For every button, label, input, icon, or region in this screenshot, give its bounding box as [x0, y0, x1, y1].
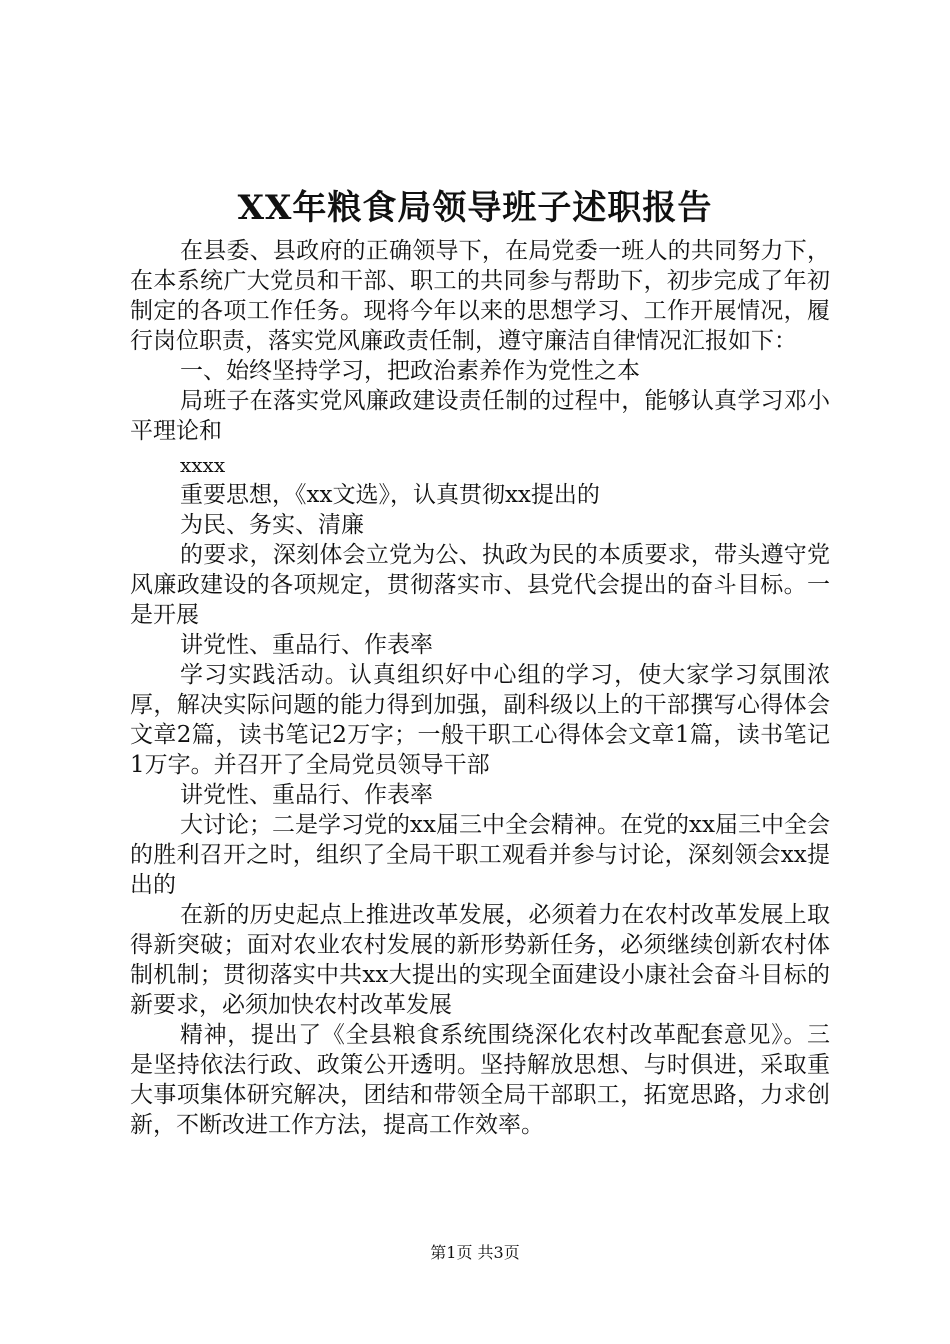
- paragraph-slogan-2: 讲党性、重品行、作表率: [180, 632, 433, 658]
- paragraph-spirit: 精神，提出了《全县粮食系统围绕深化农村改革配套意见》。三是坚持依法行政、政策公开透明。坚持解放思想、与时俱进，采取重大事项集体研究解决，团结和带领全局干部职工，拓宽思路，力求创新，不断改进工作方法，提高工作效率。: [130, 1022, 830, 1138]
- paragraph-reform: 在新的历史起点上推进改革发展，必须着力在农村改革发展上取得新突破；面对农业农村发展的新形势新任务，必须继续创新农村体制机制；贯彻落实中共xx大提出的实现全面建设小康社会奋斗目标的新要求，必须加快农村改革发展: [130, 902, 830, 1018]
- section-heading-1: 一、始终坚持学习，把政治素养作为党性之本: [180, 358, 640, 384]
- paragraph-intro: 在县委、县政府的正确领导下，在局党委一班人的共同努力下，在本系统广大党员和干部、职工的共同参与帮助下，初步完成了年初制定的各项工作任务。现将今年以来的思想学习、工作开展情况，履行岗位职责，落实党风廉政责任制，遵守廉洁自律情况汇报如下：: [130, 238, 830, 354]
- paragraph-practice: 学习实践活动。认真组织好中心组的学习，使大家学习氛围浓厚，解决实际问题的能力得到加强，副科级以上的干部撰写心得体会文章2篇，读书笔记2万字；一般干职工心得体会文章1篇，读书笔记1万字。并召开了全局党员领导干部: [130, 662, 830, 778]
- paragraph-slogan-3: 讲党性、重品行、作表率: [180, 782, 433, 808]
- paragraph-fragment-xxxx: xxxx: [180, 453, 226, 477]
- paragraph-slogan-1: 为民、务实、清廉: [180, 512, 364, 538]
- paragraph-important-thought: 重要思想，《xx文选》，认真贯彻xx提出的: [180, 482, 600, 508]
- page-number-footer: 第1页 共3页: [430, 1243, 520, 1262]
- paragraph-requirements: 的要求，深刻体会立党为公、执政为民的本质要求，带头遵守党风廉政建设的各项规定，贯彻落实市、县党代会提出的奋斗目标。一是开展: [130, 542, 830, 628]
- paragraph-study: 局班子在落实党风廉政建设责任制的过程中，能够认真学习邓小平理论和: [130, 388, 830, 444]
- document-body: [130, 236, 830, 1140]
- paragraph-discussion: 大讨论；二是学习党的xx届三中全会精神。在党的xx届三中全会的胜利召开之时，组织了全局干职工观看并参与讨论，深刻领会xx提出的: [130, 812, 830, 898]
- document-title: XX年粮食局领导班子述职报告: [237, 188, 713, 228]
